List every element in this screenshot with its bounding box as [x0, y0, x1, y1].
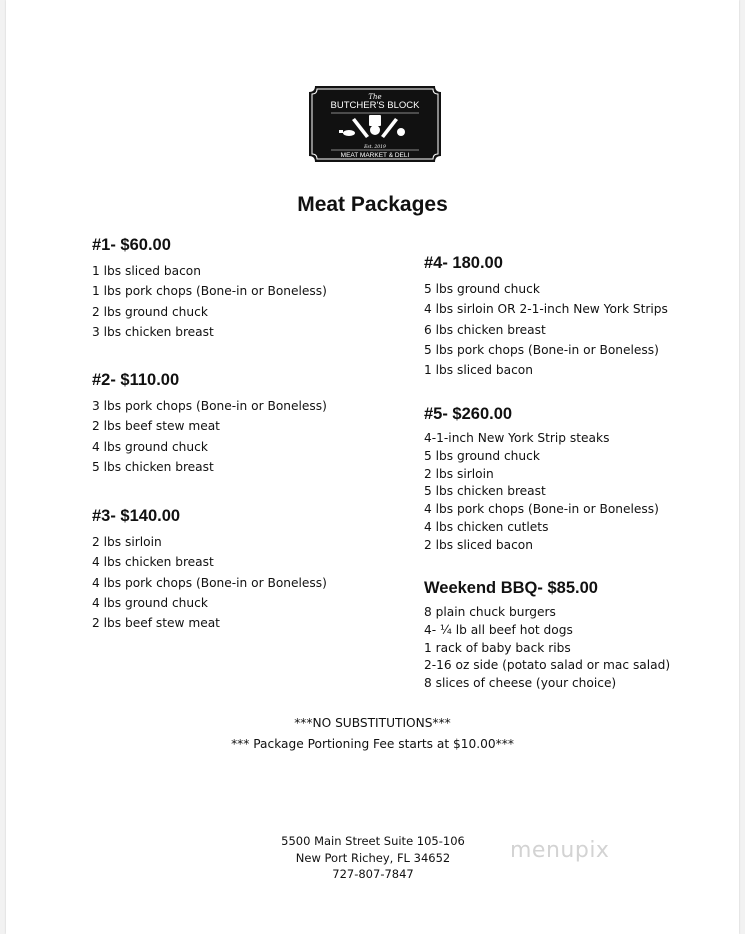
package-item: 8 slices of cheese (your choice) — [424, 676, 617, 691]
package-item: 1 lbs sliced bacon — [424, 363, 533, 378]
package-item: 4 lbs pork chops (Bone-in or Boneless) — [92, 575, 327, 590]
package-item: 5 lbs pork chops (Bone-in or Boneless) — [424, 342, 659, 357]
package-item: 1 lbs pork chops (Bone-in or Boneless) — [92, 284, 327, 299]
package-4 — [424, 254, 668, 380]
package-item: 4 lbs ground chuck — [92, 595, 208, 610]
package-heading: #3- $140.00 — [92, 507, 181, 525]
street-address: 5500 Main Street Suite 105-106 — [281, 834, 465, 848]
svg-text:MEAT MARKET & DELI: MEAT MARKET & DELI — [340, 152, 410, 159]
package-item: 2 lbs beef stew meat — [92, 616, 220, 631]
package-item: 3 lbs chicken breast — [92, 324, 214, 339]
page-title: Meat Packages — [297, 193, 448, 216]
package-weekend-bbq — [424, 579, 670, 693]
package-5 — [424, 405, 659, 555]
menu-page — [6, 0, 739, 934]
city-state-zip: New Port Richey, FL 34652 — [295, 850, 451, 865]
package-1 — [92, 236, 327, 342]
package-item: 6 lbs chicken breast — [424, 322, 546, 337]
svg-text:Est. 2019: Est. 2019 — [364, 145, 386, 150]
package-item: 4 lbs chicken breast — [92, 555, 214, 570]
package-heading: Weekend BBQ- $85.00 — [424, 579, 598, 597]
package-item: 3 lbs pork chops (Bone-in or Boneless) — [92, 399, 327, 413]
address-block — [206, 833, 540, 883]
svg-text:The: The — [368, 93, 382, 101]
package-3 — [92, 507, 327, 633]
package-item: 5 lbs ground chuck — [424, 282, 540, 296]
package-heading: #1- $60.00 — [92, 236, 171, 254]
package-item: 2 lbs sirloin — [92, 535, 162, 549]
package-item: 4 lbs ground chuck — [92, 439, 208, 454]
package-item: 1 rack of baby back ribs — [424, 640, 571, 655]
package-heading: #4- 180.00 — [424, 254, 503, 272]
menupix-watermark: menupix — [510, 838, 610, 863]
package-heading: #2- $110.00 — [92, 371, 180, 389]
butchers-block-logo — [309, 86, 441, 162]
package-item: 4- ¼ lb all beef hot dogs — [424, 622, 573, 637]
package-item: 2-16 oz side (potato salad or mac salad) — [424, 658, 671, 673]
portioning-fee-note: *** Package Portioning Fee starts at $10.00*** — [231, 737, 514, 751]
phone-number: 727-807-7847 — [332, 867, 414, 881]
package-item: 2 lbs beef stew meat — [92, 419, 220, 434]
package-item: 8 plain chuck burgers — [424, 605, 556, 619]
notes — [6, 713, 739, 755]
package-item: 2 lbs sliced bacon — [424, 537, 533, 552]
package-2 — [92, 371, 327, 477]
package-item: 4-1-inch New York Strip steaks — [424, 431, 610, 445]
package-item: 2 lbs sirloin — [424, 466, 494, 481]
package-item: 5 lbs ground chuck — [424, 448, 540, 463]
package-item: 4 lbs pork chops (Bone-in or Boneless) — [424, 502, 659, 517]
svg-text:BUTCHER'S BLOCK: BUTCHER'S BLOCK — [330, 100, 420, 111]
package-item: 4 lbs sirloin OR 2-1-inch New York Strips — [424, 302, 668, 317]
package-item: 2 lbs ground chuck — [92, 304, 208, 319]
package-item: 1 lbs sliced bacon — [92, 264, 201, 278]
no-substitutions-note: ***NO SUBSTITUTIONS*** — [294, 716, 451, 730]
package-item: 5 lbs chicken breast — [424, 484, 546, 499]
package-heading: #5- $260.00 — [424, 405, 513, 423]
package-item: 4 lbs chicken cutlets — [424, 519, 549, 534]
package-item: 5 lbs chicken breast — [92, 459, 214, 474]
